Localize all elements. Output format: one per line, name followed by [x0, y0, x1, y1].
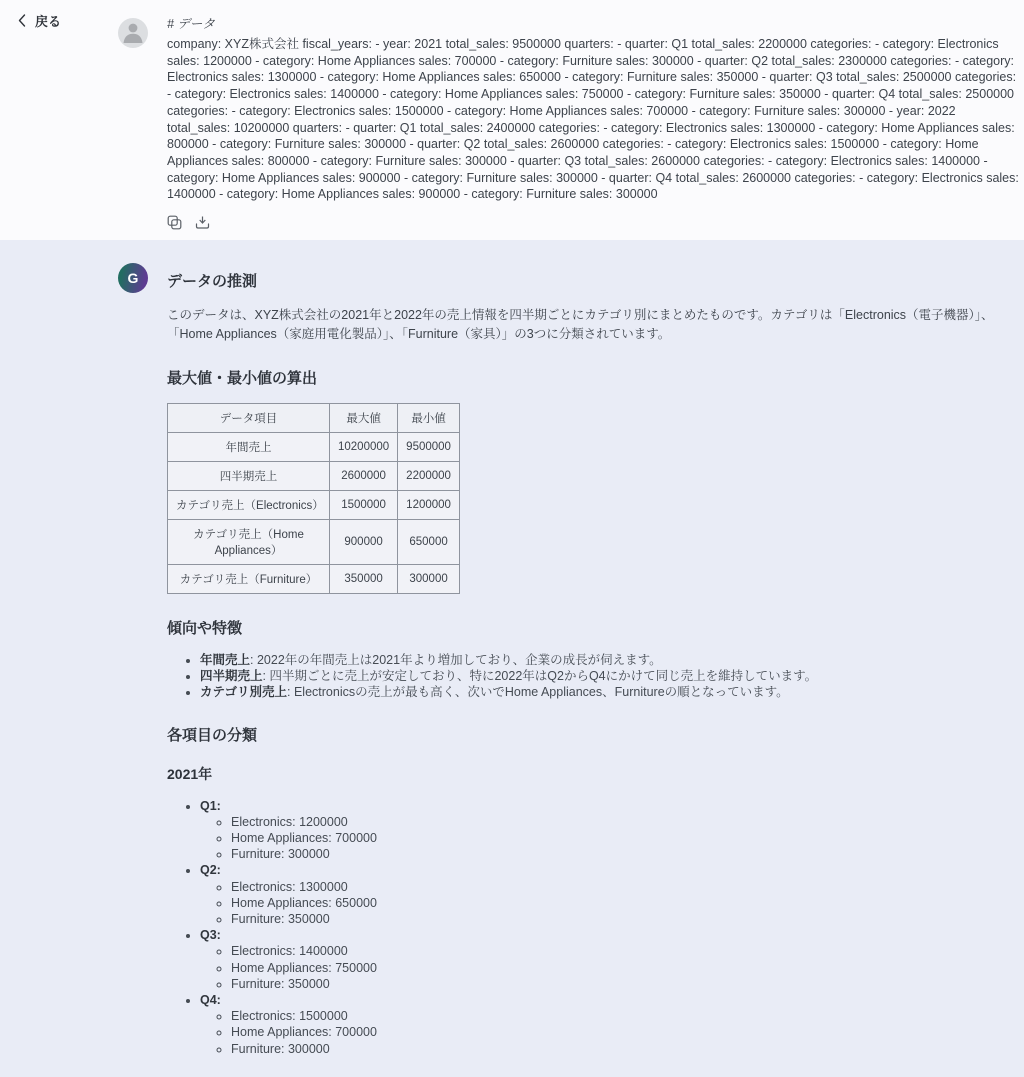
user-message-section	[0, 0, 1024, 240]
category-sales-item: ◦ Home Appliances: 700000	[231, 830, 1022, 846]
table-cell: カテゴリ売上（Home Appliances）	[168, 520, 330, 565]
minmax-table-body	[168, 433, 460, 594]
table-row	[168, 433, 460, 462]
table-row	[168, 520, 460, 565]
column-header: 最大値	[330, 404, 398, 433]
table-cell: カテゴリ売上（Electronics）	[168, 491, 330, 520]
column-header: データ項目	[168, 404, 330, 433]
copy-button[interactable]	[167, 215, 182, 233]
quarter-sub-list	[200, 1008, 1022, 1057]
category-sales-item: ◦ Home Appliances: 750000	[231, 960, 1022, 976]
quarter-item: • Q2: ◦ Electronics: 1300000 ◦ Home Appliances: 650000 ◦ Furniture: 350000	[200, 862, 1022, 927]
quarter-sub-list	[200, 814, 1022, 863]
minmax-heading: 最大値・最小値の算出	[167, 370, 318, 387]
person-icon	[118, 16, 148, 51]
table-cell: 650000	[398, 520, 460, 565]
table-cell: 2600000	[330, 462, 398, 491]
quarter-sub-list	[200, 943, 1022, 992]
table-cell: 9500000	[398, 433, 460, 462]
table-cell: 900000	[330, 520, 398, 565]
quarter-item: • Q1: ◦ Electronics: 1200000 ◦ Home Appliances: 700000 ◦ Furniture: 300000	[200, 798, 1022, 863]
assistant-message	[0, 263, 1024, 1077]
quarter-sub-list	[200, 879, 1022, 928]
chevron-left-icon	[18, 14, 26, 27]
category-sales-item: ◦ Electronics: 1400000	[231, 943, 1022, 959]
column-header: 最小値	[398, 404, 460, 433]
table-cell: 10200000	[330, 433, 398, 462]
download-icon	[195, 215, 210, 233]
category-sales-item: ◦ Furniture: 300000	[231, 846, 1022, 862]
back-button-label: 戻る	[35, 14, 62, 29]
table-cell: 1200000	[398, 491, 460, 520]
back-button[interactable]	[18, 11, 61, 30]
assistant-title: データの推測	[167, 273, 258, 290]
download-button[interactable]	[195, 215, 210, 233]
table-header-row	[168, 404, 460, 433]
category-sales-item: ◦ Electronics: 1200000	[231, 814, 1022, 830]
minmax-table	[167, 403, 460, 594]
category-sales-item: ◦ Electronics: 1500000	[231, 1008, 1022, 1024]
category-sales-item: ◦ Home Appliances: 650000	[231, 895, 1022, 911]
category-sales-item: ◦ Electronics: 1300000	[231, 879, 1022, 895]
table-cell: 年間売上	[168, 433, 330, 462]
assistant-logo-g-icon: G	[127, 270, 139, 286]
table-cell: 300000	[398, 565, 460, 594]
quarter-item: • Q4: ◦ Electronics: 1500000 ◦ Home Appliances: 700000 ◦ Furniture: 300000	[200, 992, 1022, 1057]
table-cell: 2200000	[398, 462, 460, 491]
user-message	[0, 16, 1024, 233]
user-message-body: company: XYZ株式会社 fiscal_years: - year: 2021 total_sales: 9500000 quarters: - quarter: Q1 total_sales: 2200000 categories: - category: Electronics sales: 1200000 - category: Home Appliances sales: 700000 - category: Furniture sales: 300000 - quarter: Q2 total_sales: 2300000 categories: - category: Electronics sales: 1300000 - category: Home Appliances sales: 650000 - category: Furniture sales: 350000 - quarter: Q3 total_sales: 2500000 categories: - category: Electronics sales: 1400000 - category: Home Appliances sales: 750000 - category: Furniture sales: 350000 - quarter: Q4 total_sales: 2500000 categories: - category: Electronics sales: 1500000 - category: Home Appliances sales: 700000 - category: Furniture sales: 300000 - year: 2022 total_sales: 10200000 quarters: - quarter: Q1 total_sales: 2400000 categories: - category: Electronics sales: 1300000 - category: Home Appliances sales: 800000 - category: Furniture sales: 300000 - quarter: Q2 total_sales: 2600000 categories: - category: Electronics sales: 1500000 - category: Home Appliances sales: 800000 - category: Furniture sales: 300000 - quarter: Q3 total_sales: 2600000 categories: - category: Electronics sales: 1400000 - category: Home Appliances sales: 900000 - category: Furniture sales: 300000 - quarter: Q4 total_sales: 2600000 categories: - category: Electronics sales: 1400000 - category: Home Appliances sales: 900000 - category: Furniture sales: 300000	[167, 37, 1019, 202]
trend-list	[167, 652, 1022, 701]
table-row	[168, 565, 460, 594]
table-cell: 350000	[330, 565, 398, 594]
table-cell: 1500000	[330, 491, 398, 520]
message-actions	[167, 215, 1022, 233]
year-heading: 2021年	[167, 765, 213, 782]
table-cell: カテゴリ売上（Furniture）	[168, 565, 330, 594]
assistant-avatar	[118, 263, 148, 293]
table-row	[168, 491, 460, 520]
table-row	[168, 462, 460, 491]
user-avatar	[118, 18, 148, 48]
intro-paragraph: このデータは、XYZ株式会社の2021年と2022年の売上情報を四半期ごとにカテゴリ別にまとめたものです。カテゴリは「Electronics（電子機器）」、「Home Appliances（家庭用電化製品）」、「Furniture（家具）」の3つに分類されています。	[167, 308, 994, 341]
trend-item: • 四半期売上: 四半期ごとに売上が安定しており、特に2022年はQ2からQ4にかけて同じ売上を維持しています。	[200, 668, 1022, 684]
user-message-title: # データ	[167, 17, 215, 31]
category-sales-item: ◦ Furniture: 350000	[231, 976, 1022, 992]
trends-heading: 傾向や特徴	[167, 620, 243, 637]
assistant-message-section	[0, 240, 1024, 1077]
trend-item: • カテゴリ別売上: Electronicsの売上が最も高く、次いでHome Appliances、Furnitureの順となっています。	[200, 684, 1022, 700]
classification-heading: 各項目の分類	[167, 726, 258, 744]
category-sales-item: ◦ Furniture: 350000	[231, 911, 1022, 927]
copy-icon	[167, 215, 182, 233]
quarter-list	[167, 798, 1022, 1057]
category-sales-item: ◦ Furniture: 300000	[231, 1041, 1022, 1057]
category-sales-item: ◦ Home Appliances: 700000	[231, 1024, 1022, 1040]
quarter-item: • Q3: ◦ Electronics: 1400000 ◦ Home Appliances: 750000 ◦ Furniture: 350000	[200, 927, 1022, 992]
trend-item: • 年間売上: 2022年の年間売上は2021年より増加しており、企業の成長が伺えます。	[200, 652, 1022, 668]
table-cell: 四半期売上	[168, 462, 330, 491]
